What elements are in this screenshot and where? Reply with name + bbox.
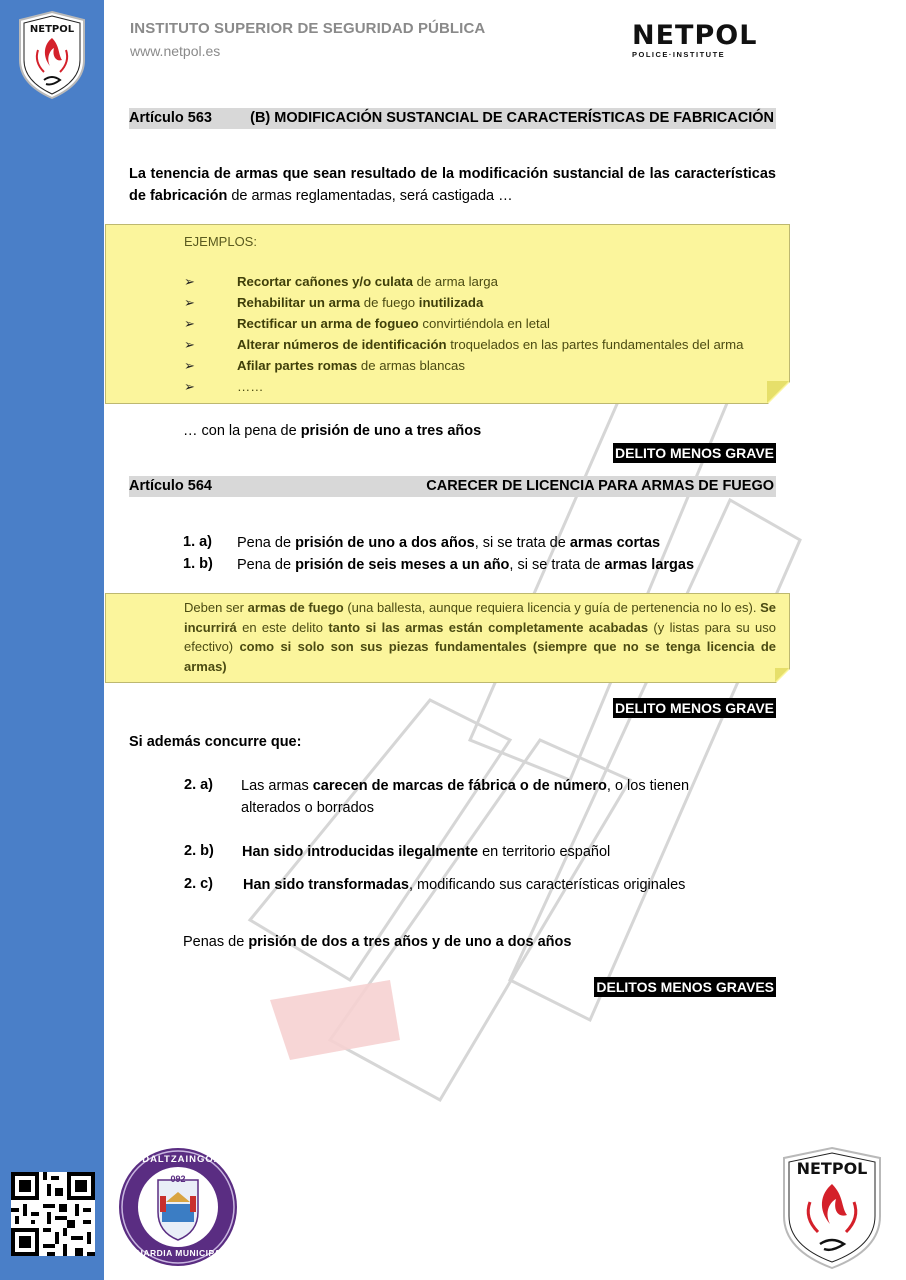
netpol-badge-top: [16, 10, 88, 100]
examples-label: EJEMPLOS:: [184, 234, 257, 249]
brand-word: NETPOL: [632, 20, 758, 51]
article-563-penalty: … con la pena de prisión de uno a tres años: [183, 423, 482, 439]
list-item: 1. a) Pena de prisión de uno a dos años, si se trata de armas cortas: [183, 534, 661, 551]
concurre-heading: Si además concurre que:: [129, 734, 302, 750]
badge-word-bottom: NETPOL: [796, 1159, 868, 1178]
netpol-badge-bottom: [780, 1146, 884, 1270]
brand-subtitle: POLICE·INSTITUTE: [632, 50, 726, 59]
list-item: 2. c) Han sido transformadas, modificando sus características originales: [184, 876, 686, 893]
seal-bottom-text: GUARDIA MUNICIPAL: [129, 1248, 227, 1258]
firearms-note: [105, 593, 790, 683]
intro-bold: La tenencia de armas que sean resultado de la modificación sustancial de las características de fabricación: [129, 166, 776, 204]
badge-word-top: NETPOL: [29, 24, 75, 35]
article-563-number: Artículo 563: [129, 110, 212, 126]
examples-list: ➢ Recortar cañones y/o culata de arma larga ➢ Rehabilitar un arma de fuego inutilizada ➢ Rectificar un arma de fogueo convirtiéndola en letal ➢ Alterar números de identificación troquelados en las partes fundamentales del arma ➢ Afilar partes romas de armas blancas ➢ ……: [184, 274, 744, 394]
article-563-intro: [129, 163, 776, 207]
guardia-municipal-seal: [117, 1146, 239, 1268]
article-563-header: [129, 108, 776, 129]
seal-number: 092: [170, 1174, 186, 1184]
netpol-logo: [632, 22, 777, 60]
penas-line: Penas de prisión de dos a tres años y de uno a dos años: [183, 934, 572, 950]
classification-badge: DELITOS MENOS GRAVES: [596, 979, 774, 995]
left-sidebar-band: [0, 0, 104, 1280]
article-564-title: CARECER DE LICENCIA PARA ARMAS DE FUEGO: [426, 478, 774, 494]
qr-code[interactable]: [11, 1172, 95, 1256]
list-item: 1. b) Pena de prisión de seis meses a un año, si se trata de armas largas: [183, 556, 695, 573]
qr-code-icon: [11, 1172, 95, 1256]
classification-badge: DELITO MENOS GRAVE: [615, 445, 774, 461]
list-item: 2. b) Han sido introducidas ilegalmente en territorio español: [184, 843, 611, 860]
intro-rest: de armas reglamentadas, será castigada …: [227, 188, 513, 204]
article-564-header: [129, 476, 776, 497]
institute-name: INSTITUTO SUPERIOR DE SEGURIDAD PÚBLICA: [130, 20, 486, 37]
seal-top-text: UDALTZAINGOA: [134, 1154, 222, 1165]
website-url[interactable]: www.netpol.es: [130, 43, 221, 59]
article-563-title: (B) MODIFICACIÓN SUSTANCIAL DE CARACTERÍSTICAS DE FABRICACIÓN: [250, 110, 774, 126]
classification-badge: DELITO MENOS GRAVE: [615, 700, 774, 716]
examples-note: [105, 224, 790, 404]
list-item: 2. a) Las armas carecen de marcas de fábrica o de número, o los tienen alterados o borrados: [184, 777, 690, 816]
article-564-number: Artículo 564: [129, 478, 212, 494]
firearms-note-text: Deben ser armas de fuego (una ballesta, aunque requiera licencia y guía de pertenencia no lo es). Se incurrirá en este delito tanto si las armas están completamente acabadas (y listas para su uso efectivo) como si solo son sus piezas fundamentales (siempre que no se tenga licencia de armas): [184, 600, 777, 674]
